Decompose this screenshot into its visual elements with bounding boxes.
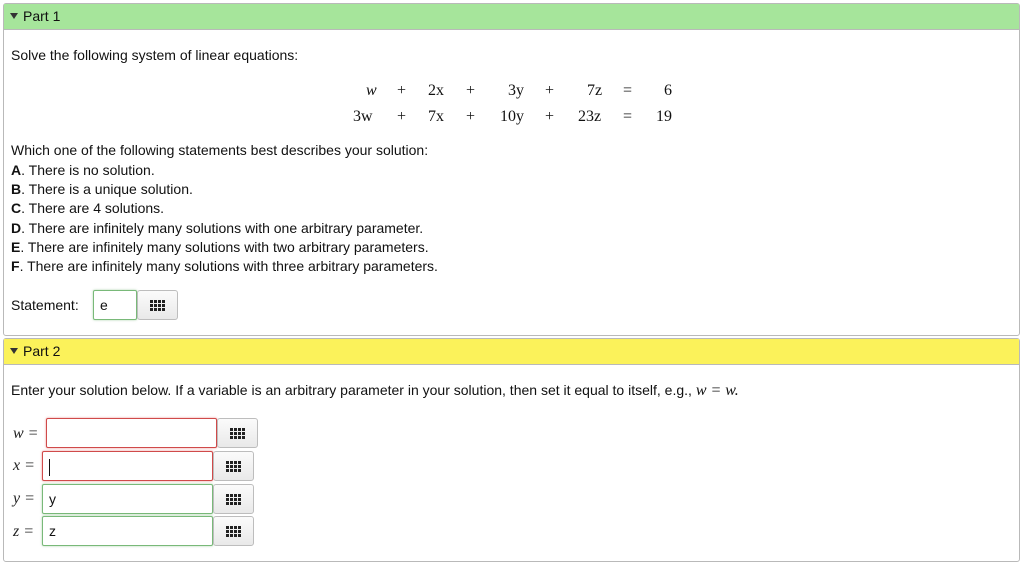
keyboard-grid-icon bbox=[150, 300, 165, 311]
option-text: . There are infinitely many solutions with three arbitrary parameters. bbox=[19, 258, 438, 274]
part1-header[interactable] bbox=[4, 4, 1019, 30]
option-text: . There is a unique solution. bbox=[21, 181, 193, 197]
var-label-w: w = bbox=[13, 425, 39, 442]
part1-title: Part 1 bbox=[23, 8, 61, 24]
part2-instruction-example: w = w. bbox=[695, 382, 739, 399]
eq1-rhs: 6 bbox=[664, 82, 672, 99]
text-cursor bbox=[49, 459, 50, 476]
eq2-plus-2: + bbox=[466, 108, 476, 125]
y-keyboard-button[interactable] bbox=[213, 484, 254, 514]
var-label-z: z = bbox=[13, 523, 35, 540]
collapse-caret-icon[interactable] bbox=[10, 13, 18, 19]
w-input[interactable] bbox=[46, 418, 217, 448]
part2-instruction bbox=[11, 382, 739, 400]
keyboard-grid-icon bbox=[230, 428, 245, 439]
collapse-caret-icon[interactable] bbox=[10, 348, 18, 354]
part1-panel bbox=[3, 3, 1020, 336]
option-text: . There are infinitely many solutions with one arbitrary parameter. bbox=[21, 220, 424, 236]
option-d bbox=[11, 220, 423, 236]
statement-label: Statement: bbox=[11, 297, 79, 313]
eq1-plus-2: + bbox=[466, 82, 476, 99]
part2-title: Part 2 bbox=[23, 343, 61, 359]
part2-instruction-text: Enter your solution below. If a variable is an arbitrary parameter in your solution, then set it equal to itself, e.g., bbox=[11, 382, 696, 398]
eq1-plus-1: + bbox=[397, 82, 407, 99]
option-a bbox=[11, 162, 155, 178]
option-f bbox=[11, 258, 438, 274]
w-keyboard-button[interactable] bbox=[217, 418, 258, 448]
eq1-term-z: 7z bbox=[587, 82, 603, 99]
option-c bbox=[11, 200, 164, 216]
eq2-term-x: 7x bbox=[428, 108, 444, 125]
option-e bbox=[11, 239, 429, 255]
y-input[interactable]: y bbox=[42, 484, 213, 514]
option-b bbox=[11, 181, 193, 197]
part1-instruction: Solve the following system of linear equations: bbox=[11, 47, 299, 63]
option-letter: D bbox=[11, 220, 22, 236]
option-letter: F bbox=[11, 258, 20, 274]
eq2-term-z: 23z bbox=[578, 108, 602, 125]
eq1-equals: = bbox=[623, 82, 633, 99]
var-label-y: y = bbox=[13, 490, 35, 507]
eq2-equals: = bbox=[623, 108, 633, 125]
option-text: . There are 4 solutions. bbox=[21, 200, 165, 216]
eq1-term-x: 2x bbox=[428, 82, 444, 99]
eq2-plus-1: + bbox=[397, 108, 407, 125]
z-input[interactable]: z bbox=[42, 516, 213, 546]
eq1-term-w: w bbox=[366, 82, 377, 99]
eq1-plus-3: + bbox=[545, 82, 555, 99]
option-text: . There is no solution. bbox=[21, 162, 155, 178]
eq2-term-w: 3w bbox=[353, 108, 373, 125]
statement-input[interactable]: e bbox=[93, 290, 137, 320]
part2-panel bbox=[3, 338, 1020, 562]
z-keyboard-button[interactable] bbox=[213, 516, 254, 546]
option-letter: C bbox=[11, 200, 22, 216]
statement-keyboard-button[interactable] bbox=[137, 290, 178, 320]
option-text: . There are infinitely many solutions with two arbitrary parameters. bbox=[20, 239, 429, 255]
var-label-x: x = bbox=[13, 457, 35, 474]
x-keyboard-button[interactable] bbox=[213, 451, 254, 481]
eq1-term-y: 3y bbox=[508, 82, 524, 99]
x-input[interactable] bbox=[42, 451, 213, 481]
keyboard-grid-icon bbox=[226, 461, 241, 472]
part2-header[interactable] bbox=[4, 339, 1019, 365]
part1-question: Which one of the following statements best describes your solution: bbox=[11, 142, 429, 158]
eq2-term-y: 10y bbox=[500, 108, 524, 125]
option-letter: E bbox=[11, 239, 21, 255]
option-letter: A bbox=[11, 162, 22, 178]
keyboard-grid-icon bbox=[226, 494, 241, 505]
eq2-rhs: 19 bbox=[656, 108, 672, 125]
eq2-plus-3: + bbox=[545, 108, 555, 125]
keyboard-grid-icon bbox=[226, 526, 241, 537]
option-letter: B bbox=[11, 181, 22, 197]
